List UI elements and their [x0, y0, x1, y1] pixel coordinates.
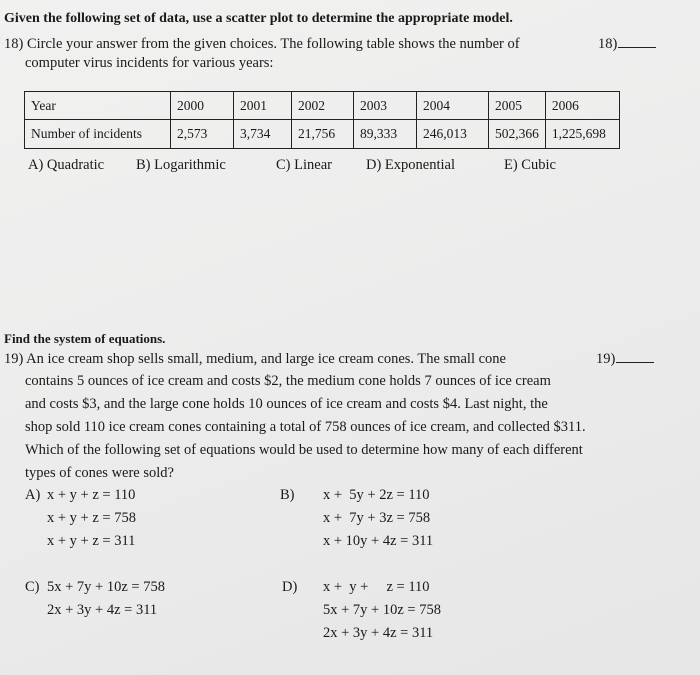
answer-label-18: 18): [598, 36, 618, 52]
row-header: Number of incidents: [25, 120, 171, 149]
equation: x + 5y + 2z = 110: [323, 487, 430, 503]
table-cell: 502,366: [489, 120, 546, 149]
table-cell: 2002: [292, 92, 354, 120]
table-cell: 3,734: [234, 120, 292, 149]
equation: 5x + 7y + 10z = 758: [47, 579, 165, 595]
table-cell: 1,225,698: [545, 120, 619, 149]
choice-quadratic[interactable]: A) Quadratic: [28, 157, 105, 173]
table-cell: 2005: [489, 92, 546, 120]
table-cell: 2,573: [171, 120, 234, 149]
question-19-text: contains 5 ounces of ice cream and costs $2, the medium cone holds 7 ounces of ice cream: [25, 373, 551, 389]
table-cell: 21,756: [292, 120, 354, 149]
table-cell: 246,013: [417, 120, 489, 149]
equation: x + 10y + 4z = 311: [323, 533, 434, 549]
equation: x + y + z = 311: [47, 533, 136, 549]
question-19-text: 19) An ice cream shop sells small, medium, and large ice cream cones. The small cone: [4, 351, 506, 367]
answer-line: [618, 47, 656, 48]
question-19-text: types of cones were sold?: [25, 465, 174, 481]
equation: x + y + z = 110: [323, 579, 430, 595]
table-row-incidents: [25, 120, 620, 149]
option-label: C): [25, 579, 40, 595]
section-heading-scatter: Given the following set of data, use a scatter plot to determine the appropriate model.: [4, 11, 513, 26]
table-row-year: [25, 92, 620, 120]
answer-label-19: 19): [596, 351, 616, 367]
answer-blank-18[interactable]: [598, 36, 656, 53]
section-heading-equations: Find the system of equations.: [4, 331, 166, 346]
table-cell: 89,333: [354, 120, 417, 149]
answer-line: [616, 362, 654, 363]
table-cell: 2006: [545, 92, 619, 120]
table-cell: 2003: [354, 92, 417, 120]
table-cell: 2004: [417, 92, 489, 120]
row-header: Year: [25, 92, 171, 120]
question-18-text: 18) Circle your answer from the given choices. The following table shows the number of: [4, 36, 520, 52]
question-18-text-cont: computer virus incidents for various years:: [25, 55, 274, 71]
choice-linear[interactable]: C) Linear: [276, 157, 332, 173]
choice-cubic[interactable]: E) Cubic: [504, 157, 556, 173]
choice-logarithmic[interactable]: B) Logarithmic: [136, 157, 226, 173]
choice-exponential[interactable]: D) Exponential: [366, 157, 455, 173]
answer-blank-19[interactable]: [596, 351, 654, 368]
option-label: B): [280, 487, 295, 503]
question-19-text: shop sold 110 ice cream cones containing a total of 758 ounces of ice cream, and collected $311.: [25, 419, 586, 435]
equation: 5x + 7y + 10z = 758: [323, 602, 441, 618]
question-19-text: Which of the following set of equations would be used to determine how many of each different: [25, 442, 583, 458]
equation: x + y + z = 758: [47, 510, 136, 526]
table-cell: 2000: [171, 92, 234, 120]
equation: x + 7y + 3z = 758: [323, 510, 431, 526]
equation: 2x + 3y + 4z = 311: [323, 625, 434, 641]
option-label: A): [25, 487, 41, 503]
question-19-text: and costs $3, and the large cone holds 10 ounces of ice cream and costs $4. Last night, the: [25, 396, 548, 412]
option-label: D): [282, 579, 298, 595]
virus-incidents-table: [24, 91, 620, 149]
equation: 2x + 3y + 4z = 311: [47, 602, 158, 618]
equation: x + y + z = 110: [47, 487, 136, 503]
table-cell: 2001: [234, 92, 292, 120]
